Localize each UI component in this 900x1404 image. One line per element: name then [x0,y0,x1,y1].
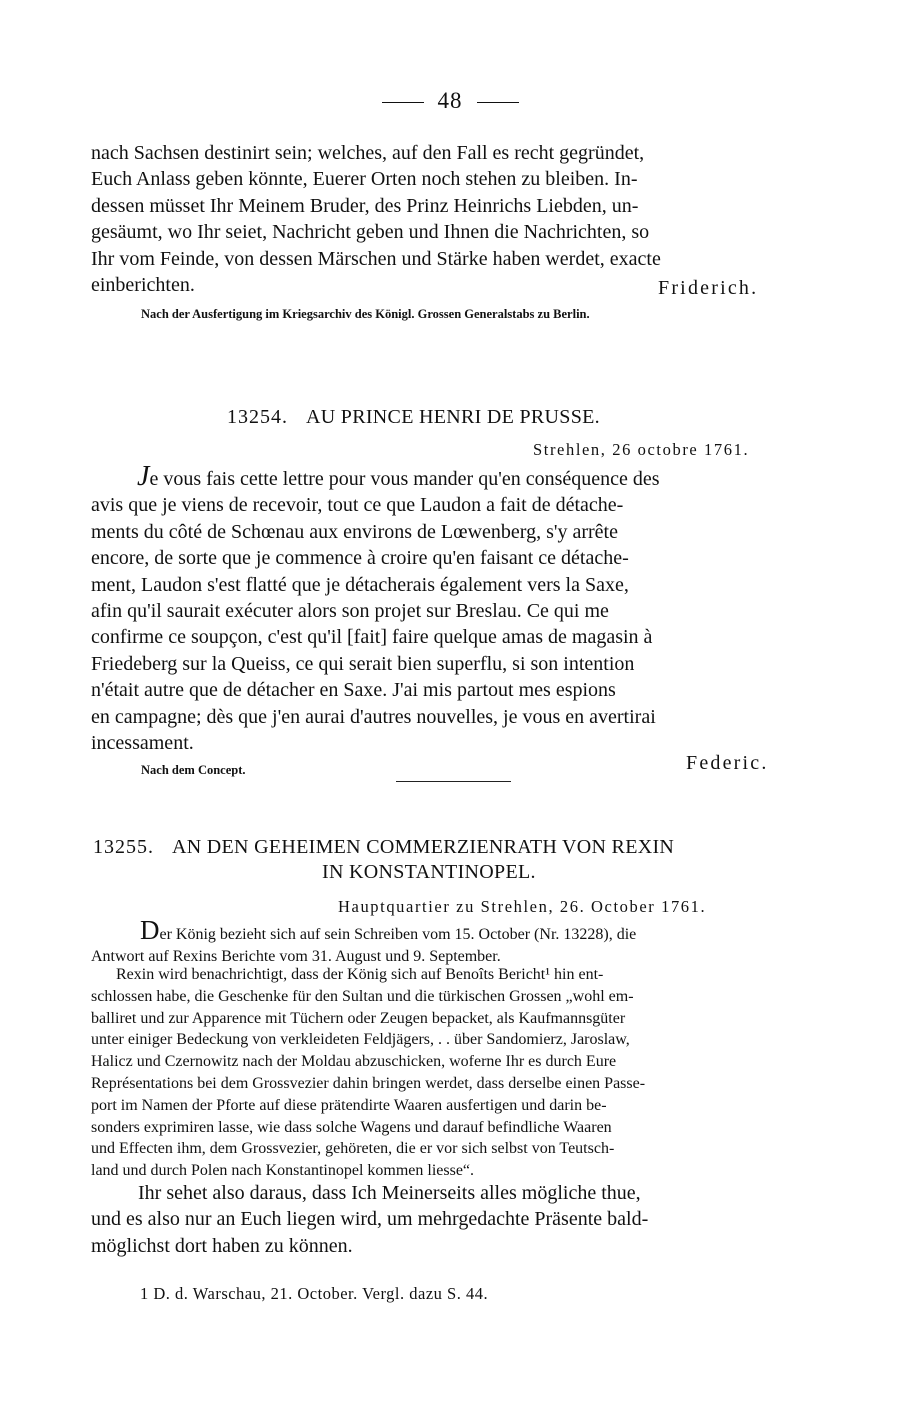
text-line: n'était autre que de détacher en Saxe. J'ai mis partout mes espions [91,679,616,702]
text-line: dessen müsset Ihr Meinem Bruder, des Prinz Heinrichs Liebden, un- [91,194,639,217]
text-line: gesäumt, wo Ihr seiet, Nachricht geben und Ihnen die Nachrichten, so [91,221,650,244]
section-divider [396,781,511,782]
dateline: Strehlen, 26 octobre 1761. [533,440,750,459]
text-line: nach Sachsen destinirt sein; welches, auf den Fall es recht gegründet, [91,142,645,164]
letter-13255-closing [91,1180,806,1259]
signature-federic: Federic. [686,752,769,774]
text-line [91,461,806,492]
text-line: land und durch Polen nach Konstantinopel kommen liesse“. [91,1162,475,1180]
text-line: Ihr vom Feinde, von dessen Märschen und Stärke haben werdet, exacte [91,247,661,270]
text-line: encore, de sorte que je commence à croire qu'en faisant ce détache- [91,547,629,570]
text-line: Représentations bei dem Grossvezier dahin bringen werdet, dass derselbe einen Passe- [91,1074,646,1092]
header-dash-left [382,102,424,103]
header-dash-right [477,102,519,103]
text-line: unter einiger Bedeckung von verkleideten Feldjägers, . . über Sandomierz, Jaroslaw, [91,1031,630,1049]
letter-title-line2: IN KONSTANTINOPEL. [322,861,536,883]
page-number-header [0,88,900,114]
text-line: ments du côté de Schœnau aux environs de Lœwenberg, s'y arrête [91,520,618,543]
text-line: port im Namen der Pforte auf diese prätendirte Waaren ausfertigen und darin be- [91,1096,607,1114]
letter-number: 13254. [227,406,288,428]
dateline: Hauptquartier zu Strehlen, 26. October 1761. [338,897,707,916]
text-line: Rexin wird benachrichtigt, dass der König sich auf Benoîts Bericht¹ hin ent- [116,966,604,983]
text-line: avis que je viens de recevoir, tout ce que Laudon a fait de détache- [91,494,624,517]
letter-heading-13255 [93,836,674,859]
text-line: und Effecten ihm, dem Grossvezier, gehöreten, die er vor sich selbst von Teutsch- [91,1140,615,1158]
letter-title-line1: AN DEN GEHEIMEN COMMERZIENRATH VON REXIN [172,836,675,858]
text-line: sonders exprimiren lasse, wie dass solche Wagens und darauf befindliche Waaren [91,1118,612,1136]
page-number: 48 [437,88,463,113]
footnote: 1 D. d. Warschau, 21. October. Vergl. dazu S. 44. [140,1284,489,1303]
signature-friderich: Friderich. [658,277,759,299]
source-note: Nach dem Concept. [141,763,246,777]
text-line: incessament. [91,732,194,755]
text-line: Antwort auf Rexins Berichte vom 31. August und 9. September. [91,947,501,965]
letter-13255-summary [91,915,806,968]
text-line-content: e vous fais cette lettre pour vous mander qu'en conséquence des [149,468,660,490]
source-note: Nach der Ausfertigung im Kriegsarchiv des Königl. Grossen Generalstabs zu Berlin. [141,307,590,321]
text-line: schlossen habe, die Geschenke für den Sultan und die türkischen Grossen „wohl em- [91,987,634,1005]
letter-title: AU PRINCE HENRI DE PRUSSE. [306,406,600,428]
text-line: und es also nur an Euch liegen wird, um mehrgedachte Präsente bald- [91,1208,649,1231]
letter-13254-body [91,461,806,756]
text-line [91,915,806,946]
text-line: ment, Laudon s'est flatté que je détacherais également vers la Saxe, [91,573,629,596]
letter-number: 13255. [93,836,154,858]
text-line: afin qu'il saurait exécuter alors son projet sur Breslau. Ce qui me [91,600,609,623]
drop-cap: J [137,461,150,492]
text-line: Halicz und Czernowitz nach der Moldau abzuschicken, woferne Ihr es durch Eure [91,1053,617,1071]
letter-13255-body [91,964,806,1182]
previous-letter-text [91,140,806,298]
text-line: möglichst dort haben zu können. [91,1234,353,1257]
drop-cap: D [140,915,160,945]
letter-heading-13254 [227,406,600,429]
text-line-content: er König bezieht sich auf sein Schreiben vom 15. October (Nr. 13228), die [159,926,637,943]
text-line: einberichten. [91,274,195,297]
text-line: Euch Anlass geben könnte, Euerer Orten noch stehen zu bleiben. In- [91,168,638,191]
text-line: confirme ce soupçon, c'est qu'il [fait] faire quelque amas de magasin à [91,626,653,649]
text-line: balliret und zur Apparence mit Tüchern oder Zeugen bepacket, als Kaufmannsgüter [91,1009,626,1027]
text-line: Friedeberg sur la Queiss, ce qui serait bien superflu, si son intention [91,652,635,675]
text-line: Ihr sehet also daraus, dass Ich Meinerseits alles mögliche thue, [138,1182,641,1204]
text-line: en campagne; dès que j'en aurai d'autres nouvelles, je vous en avertirai [91,705,656,728]
